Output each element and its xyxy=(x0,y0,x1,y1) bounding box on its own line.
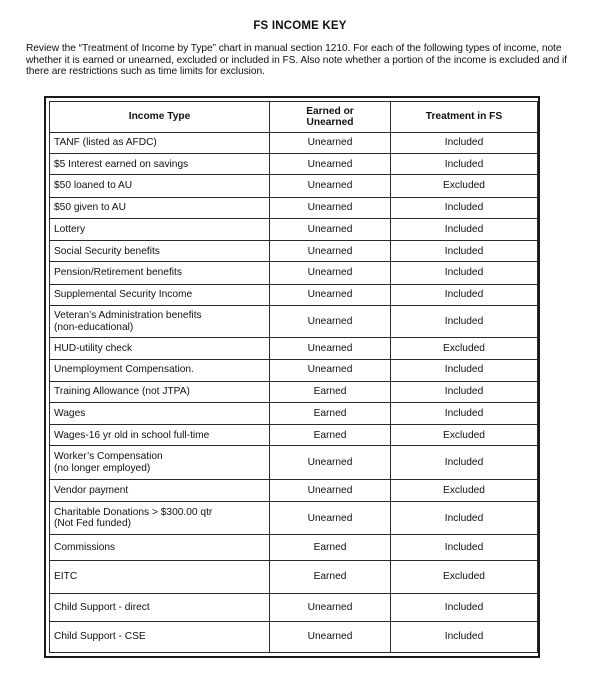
table-row xyxy=(50,425,538,446)
income-type-cell xyxy=(50,622,270,653)
income-type-cell xyxy=(50,359,270,381)
earned-status-cell: Unearned xyxy=(270,262,391,284)
earned-status-cell: Unearned xyxy=(270,284,391,305)
treatment-cell: Included xyxy=(391,359,538,381)
income-type-text: Unemployment Compensation. xyxy=(54,364,194,376)
earned-status-cell: Unearned xyxy=(270,479,391,501)
income-type-cell xyxy=(50,338,270,359)
income-type-text: TANF (listed as AFDC) xyxy=(54,137,157,149)
treatment-cell: Included xyxy=(391,218,538,240)
earned-status-cell: Earned xyxy=(270,535,391,560)
instructions-paragraph: Review the “Treatment of Income by Type” chart in manual section 1210. For each of the following types of income, note whether it is earned or unearned, excluded or included in FS. Also note whether a portion of the income is excluded and if there are restrictions such as time limits for exclusion. xyxy=(26,43,567,77)
income-type-text: Lottery xyxy=(54,223,86,235)
income-type-cell xyxy=(50,381,270,402)
income-type-text: Child Support - CSE xyxy=(54,631,146,643)
income-type-cell xyxy=(50,425,270,446)
income-type-text: $50 loaned to AU xyxy=(54,180,133,192)
treatment-cell: Excluded xyxy=(391,425,538,446)
income-type-cell xyxy=(50,403,270,425)
table-row xyxy=(50,622,538,653)
treatment-cell: Included xyxy=(391,403,538,425)
earned-status-cell: Unearned xyxy=(270,338,391,359)
income-type-text: Wages xyxy=(54,407,86,419)
earned-status-cell: Unearned xyxy=(270,133,391,154)
income-type-text: EITC xyxy=(54,571,78,583)
earned-status-cell: Unearned xyxy=(270,359,391,381)
income-type-cell xyxy=(50,502,270,535)
treatment-cell: Included xyxy=(391,446,538,479)
table-row xyxy=(50,218,538,240)
earned-status-cell: Unearned xyxy=(270,594,391,622)
treatment-cell: Excluded xyxy=(391,479,538,501)
treatment-cell: Included xyxy=(391,381,538,402)
earned-status-cell: Unearned xyxy=(270,241,391,262)
page-title: FS INCOME KEY xyxy=(253,20,347,32)
income-type-cell xyxy=(50,305,270,337)
income-type-cell xyxy=(50,197,270,218)
table-row xyxy=(50,594,538,622)
earned-status-cell: Unearned xyxy=(270,446,391,479)
earned-status-cell: Earned xyxy=(270,381,391,402)
header-earned-or-unearned xyxy=(270,102,391,133)
table-row xyxy=(50,241,538,262)
income-type-text: (no longer employed) xyxy=(54,462,151,474)
income-type-text: (non-educational) xyxy=(54,321,134,333)
earned-status-cell: Earned xyxy=(270,560,391,593)
income-type-cell xyxy=(50,175,270,197)
income-type-text: Pension/Retirement benefits xyxy=(54,267,182,279)
income-type-cell xyxy=(50,479,270,501)
table-row xyxy=(50,284,538,305)
table-row xyxy=(50,479,538,501)
income-type-text: (Not Fed funded) xyxy=(54,518,132,530)
income-type-cell xyxy=(50,133,270,154)
income-type-cell xyxy=(50,154,270,175)
table-body xyxy=(50,133,538,653)
income-type-cell xyxy=(50,446,270,479)
income-type-text: Commissions xyxy=(54,541,116,553)
income-type-text: Training Allowance (not JTPA) xyxy=(54,386,190,398)
table-row xyxy=(50,560,538,593)
header-earned-line1: Earned or xyxy=(306,105,354,117)
treatment-cell: Included xyxy=(391,197,538,218)
earned-status-cell: Unearned xyxy=(270,502,391,535)
income-type-text: Veteran’s Administration benefits xyxy=(54,310,202,322)
treatment-cell: Included xyxy=(391,622,538,653)
treatment-cell: Excluded xyxy=(391,175,538,197)
treatment-cell: Included xyxy=(391,133,538,154)
earned-status-cell: Unearned xyxy=(270,305,391,337)
table-row xyxy=(50,262,538,284)
header-income-type: Income Type xyxy=(50,102,270,133)
earned-status-cell: Earned xyxy=(270,425,391,446)
treatment-cell: Included xyxy=(391,535,538,560)
table-row xyxy=(50,305,538,337)
earned-status-cell: Unearned xyxy=(270,197,391,218)
income-type-cell xyxy=(50,594,270,622)
income-type-text: Supplemental Security Income xyxy=(54,289,193,301)
table-row xyxy=(50,175,538,197)
income-type-text: Child Support - direct xyxy=(54,602,150,614)
table-row xyxy=(50,338,538,359)
income-type-text: Worker’s Compensation xyxy=(54,451,163,463)
earned-status-cell: Unearned xyxy=(270,622,391,653)
header-treatment-in-fs: Treatment in FS xyxy=(391,102,538,133)
table-row xyxy=(50,197,538,218)
treatment-cell: Included xyxy=(391,241,538,262)
income-type-cell xyxy=(50,262,270,284)
income-type-cell xyxy=(50,241,270,262)
table-row xyxy=(50,403,538,425)
treatment-cell: Included xyxy=(391,284,538,305)
table-row xyxy=(50,446,538,479)
table-row xyxy=(50,535,538,560)
treatment-cell: Included xyxy=(391,502,538,535)
income-type-text: $50 given to AU xyxy=(54,202,126,214)
table-row xyxy=(50,502,538,535)
income-type-text: Social Security benefits xyxy=(54,245,160,257)
table-header-row xyxy=(50,102,538,133)
table-row xyxy=(50,133,538,154)
header-earned-line2: Unearned xyxy=(306,117,354,128)
income-type-cell xyxy=(50,284,270,305)
income-type-text: Charitable Donations > $300.00 qtr xyxy=(54,506,213,518)
income-type-cell xyxy=(50,560,270,593)
earned-status-cell: Unearned xyxy=(270,218,391,240)
treatment-cell: Included xyxy=(391,154,538,175)
table-row xyxy=(50,381,538,402)
earned-status-cell: Unearned xyxy=(270,175,391,197)
income-type-text: Vendor payment xyxy=(54,484,129,496)
income-type-text: Wages-16 yr old in school full-time xyxy=(54,429,210,441)
treatment-cell: Included xyxy=(391,262,538,284)
treatment-cell: Excluded xyxy=(391,338,538,359)
treatment-cell: Included xyxy=(391,594,538,622)
income-type-cell xyxy=(50,218,270,240)
table-row xyxy=(50,359,538,381)
earned-status-cell: Earned xyxy=(270,403,391,425)
earned-status-cell: Unearned xyxy=(270,154,391,175)
income-type-text: HUD-utility check xyxy=(54,342,133,354)
income-key-table xyxy=(49,101,538,653)
income-type-text: $5 Interest earned on savings xyxy=(54,158,189,170)
income-type-cell xyxy=(50,535,270,560)
treatment-cell: Excluded xyxy=(391,560,538,593)
table-row xyxy=(50,154,538,175)
income-key-table-frame xyxy=(44,96,540,658)
treatment-cell: Included xyxy=(391,305,538,337)
